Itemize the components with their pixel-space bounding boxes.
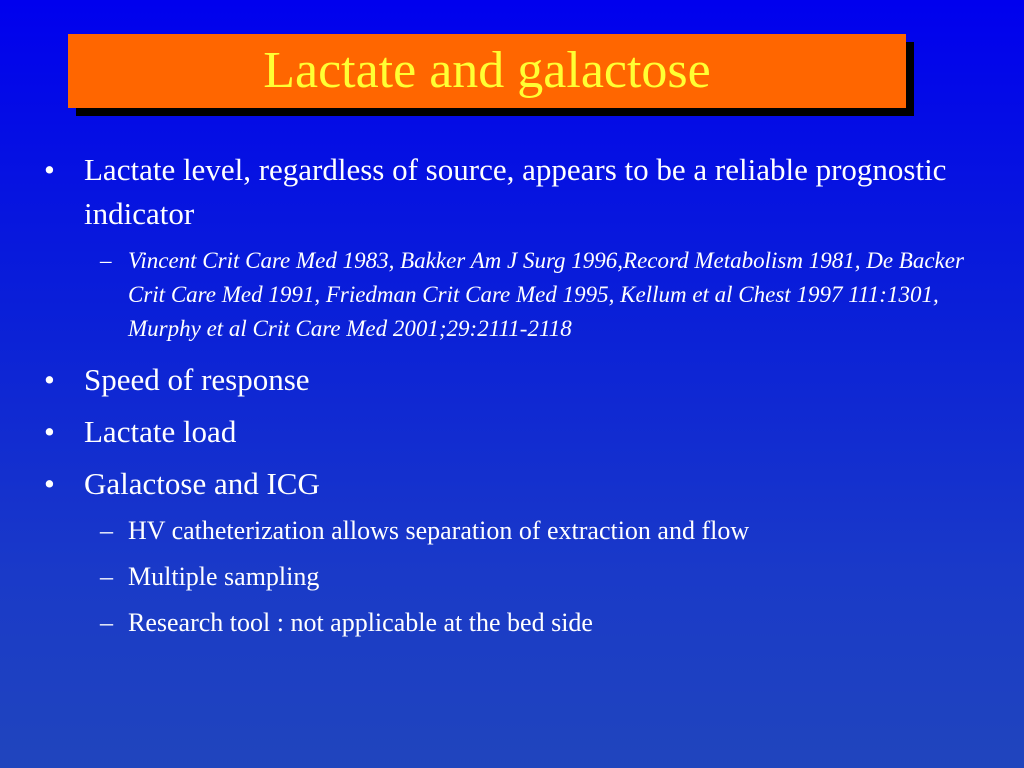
- sub-bullet-marker: –: [100, 608, 113, 637]
- bullet-item: [44, 462, 984, 506]
- bullet-text: Speed of response: [84, 362, 310, 397]
- bullet-item: [44, 358, 984, 402]
- sub-bullet-item: [44, 244, 984, 346]
- sub-bullet-text: Research tool : not applicable at the bed side: [128, 608, 593, 637]
- slide-title: Lactate and galactose: [263, 42, 711, 99]
- sub-bullet-text: HV catheterization allows separation of extraction and flow: [128, 516, 750, 545]
- bullet-marker: •: [44, 414, 55, 449]
- title-box: [68, 34, 906, 108]
- bullet-marker: •: [44, 466, 55, 501]
- bullet-text: Galactose and ICG: [84, 466, 320, 501]
- sub-bullet-marker: –: [100, 516, 113, 545]
- sub-bullet-marker: –: [100, 248, 112, 273]
- sub-bullet-item: [44, 606, 984, 640]
- bullet-marker: •: [44, 362, 55, 397]
- slide-body: [44, 148, 984, 652]
- reference-text: Vincent Crit Care Med 1983, Bakker Am J Surg 1996,Record Metabolism 1981, De Backer Crit Care Med 1991, Friedman Crit Care Med 1995, Kellum et al Chest 1997 111:1301, Murphy et al Crit Care Med 2001;29:2111-2118: [128, 248, 964, 341]
- bullet-text: Lactate load: [84, 414, 237, 449]
- sub-bullet-item: [44, 560, 984, 594]
- sub-bullet-text: Multiple sampling: [128, 562, 320, 591]
- sub-bullet-marker: –: [100, 562, 113, 591]
- sub-bullet-item: [44, 514, 984, 548]
- bullet-item: [44, 410, 984, 454]
- bullet-marker: •: [44, 152, 55, 187]
- bullet-text: Lactate level, regardless of source, appears to be a reliable prognostic indicator: [84, 152, 947, 231]
- bullet-item: [44, 148, 984, 236]
